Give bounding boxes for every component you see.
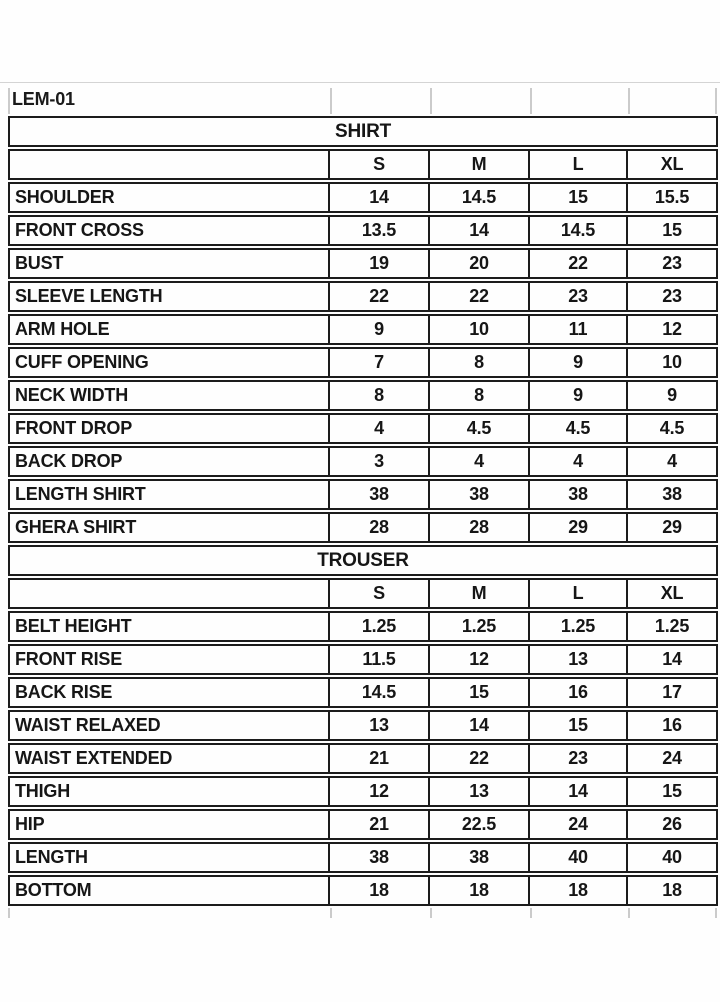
measurement-value: 8 xyxy=(330,380,430,411)
gridline-tick xyxy=(715,88,717,114)
measurement-value: 15 xyxy=(530,710,628,741)
measurement-value: 14.5 xyxy=(530,215,628,246)
measurement-label: SLEEVE LENGTH xyxy=(8,281,330,312)
table-row xyxy=(8,809,718,840)
size-header-row xyxy=(8,578,718,609)
table-row xyxy=(8,380,718,411)
measurement-value: 18 xyxy=(530,875,628,906)
table-row xyxy=(8,710,718,741)
table-row xyxy=(8,479,718,510)
size-header-row xyxy=(8,149,718,180)
gridline-tick xyxy=(8,908,10,918)
measurement-label: LENGTH xyxy=(8,842,330,873)
size-header-cell: XL xyxy=(628,149,718,180)
size-chart-table-body xyxy=(8,116,718,906)
gridline-tick xyxy=(8,88,10,114)
measurement-value: 23 xyxy=(628,281,718,312)
measurement-value: 15 xyxy=(430,677,530,708)
measurement-value: 10 xyxy=(628,347,718,378)
table-row xyxy=(8,281,718,312)
measurement-value: 7 xyxy=(330,347,430,378)
measurement-label: HIP xyxy=(8,809,330,840)
measurement-label: WAIST EXTENDED xyxy=(8,743,330,774)
section-title: SHIRT xyxy=(8,116,718,147)
table-row xyxy=(8,215,718,246)
measurement-value: 22.5 xyxy=(430,809,530,840)
table-row xyxy=(8,743,718,774)
table-row xyxy=(8,776,718,807)
measurement-value: 10 xyxy=(430,314,530,345)
gridline-tick xyxy=(530,908,532,918)
measurement-label: CUFF OPENING xyxy=(8,347,330,378)
measurement-value: 38 xyxy=(330,479,430,510)
measurement-value: 38 xyxy=(330,842,430,873)
sheet-label: LEM-01 xyxy=(12,89,75,109)
measurement-value: 15.5 xyxy=(628,182,718,213)
measurement-value: 15 xyxy=(628,215,718,246)
table-row xyxy=(8,413,718,444)
table-row xyxy=(8,842,718,873)
measurement-value: 16 xyxy=(530,677,628,708)
measurement-value: 23 xyxy=(530,743,628,774)
size-header-cell: XL xyxy=(628,578,718,609)
measurement-value: 1.25 xyxy=(530,611,628,642)
gridline-top xyxy=(0,82,720,83)
measurement-value: 4.5 xyxy=(430,413,530,444)
measurement-value: 8 xyxy=(430,347,530,378)
measurement-value: 29 xyxy=(628,512,718,543)
measurement-value: 28 xyxy=(330,512,430,543)
measurement-value: 23 xyxy=(628,248,718,279)
measurement-label: NECK WIDTH xyxy=(8,380,330,411)
measurement-value: 12 xyxy=(330,776,430,807)
measurement-value: 9 xyxy=(628,380,718,411)
table-row xyxy=(8,644,718,675)
measurement-header-cell xyxy=(8,149,330,180)
measurement-label: BUST xyxy=(8,248,330,279)
gridline-tick xyxy=(330,908,332,918)
measurement-value: 1.25 xyxy=(430,611,530,642)
size-header-cell: L xyxy=(530,578,628,609)
measurement-value: 18 xyxy=(330,875,430,906)
measurement-value: 18 xyxy=(628,875,718,906)
measurement-value: 8 xyxy=(430,380,530,411)
measurement-value: 15 xyxy=(530,182,628,213)
measurement-value: 38 xyxy=(430,842,530,873)
gridline-tick xyxy=(628,88,630,114)
table-row xyxy=(8,182,718,213)
measurement-value: 4.5 xyxy=(530,413,628,444)
measurement-value: 18 xyxy=(430,875,530,906)
measurement-value: 11 xyxy=(530,314,628,345)
measurement-value: 26 xyxy=(628,809,718,840)
measurement-value: 38 xyxy=(530,479,628,510)
measurement-value: 13 xyxy=(330,710,430,741)
measurement-value: 11.5 xyxy=(330,644,430,675)
measurement-value: 14 xyxy=(330,182,430,213)
measurement-value: 4 xyxy=(330,413,430,444)
measurement-value: 4 xyxy=(628,446,718,477)
measurement-value: 4 xyxy=(430,446,530,477)
measurement-value: 22 xyxy=(530,248,628,279)
measurement-label: LENGTH SHIRT xyxy=(8,479,330,510)
measurement-label: ARM HOLE xyxy=(8,314,330,345)
measurement-value: 4 xyxy=(530,446,628,477)
measurement-value: 22 xyxy=(330,281,430,312)
measurement-label: BACK RISE xyxy=(8,677,330,708)
table-row xyxy=(8,677,718,708)
table-row xyxy=(8,347,718,378)
measurement-value: 12 xyxy=(628,314,718,345)
size-header-cell: L xyxy=(530,149,628,180)
measurement-value: 14 xyxy=(628,644,718,675)
measurement-label: GHERA SHIRT xyxy=(8,512,330,543)
size-header-cell: M xyxy=(430,149,530,180)
table-row xyxy=(8,512,718,543)
gridline-tick xyxy=(430,908,432,918)
measurement-value: 9 xyxy=(330,314,430,345)
size-chart-table xyxy=(8,114,718,908)
measurement-value: 40 xyxy=(628,842,718,873)
section-title: TROUSER xyxy=(8,545,718,576)
measurement-value: 24 xyxy=(530,809,628,840)
measurement-value: 1.25 xyxy=(330,611,430,642)
size-header-cell: M xyxy=(430,578,530,609)
table-row xyxy=(8,248,718,279)
measurement-value: 20 xyxy=(430,248,530,279)
measurement-value: 4.5 xyxy=(628,413,718,444)
gridline-tick xyxy=(430,88,432,114)
measurement-label: BACK DROP xyxy=(8,446,330,477)
measurement-label: FRONT DROP xyxy=(8,413,330,444)
measurement-value: 22 xyxy=(430,743,530,774)
measurement-value: 40 xyxy=(530,842,628,873)
measurement-value: 13.5 xyxy=(330,215,430,246)
measurement-value: 15 xyxy=(628,776,718,807)
measurement-value: 14.5 xyxy=(430,182,530,213)
measurement-value: 19 xyxy=(330,248,430,279)
table-row xyxy=(8,314,718,345)
measurement-header-cell xyxy=(8,578,330,609)
measurement-label: BOTTOM xyxy=(8,875,330,906)
measurement-value: 38 xyxy=(628,479,718,510)
measurement-label: THIGH xyxy=(8,776,330,807)
measurement-value: 24 xyxy=(628,743,718,774)
measurement-value: 14 xyxy=(530,776,628,807)
measurement-label: FRONT CROSS xyxy=(8,215,330,246)
gridline-tick xyxy=(715,908,717,918)
measurement-value: 17 xyxy=(628,677,718,708)
measurement-value: 28 xyxy=(430,512,530,543)
measurement-value: 9 xyxy=(530,380,628,411)
measurement-value: 1.25 xyxy=(628,611,718,642)
measurement-value: 14.5 xyxy=(330,677,430,708)
gridline-tick xyxy=(530,88,532,114)
measurement-value: 21 xyxy=(330,809,430,840)
measurement-value: 29 xyxy=(530,512,628,543)
measurement-value: 3 xyxy=(330,446,430,477)
measurement-label: FRONT RISE xyxy=(8,644,330,675)
measurement-label: BELT HEIGHT xyxy=(8,611,330,642)
table-row xyxy=(8,611,718,642)
measurement-value: 38 xyxy=(430,479,530,510)
measurement-value: 22 xyxy=(430,281,530,312)
measurement-value: 23 xyxy=(530,281,628,312)
measurement-value: 12 xyxy=(430,644,530,675)
table-row xyxy=(8,446,718,477)
measurement-value: 9 xyxy=(530,347,628,378)
section-title-row xyxy=(8,545,718,576)
measurement-value: 14 xyxy=(430,710,530,741)
measurement-value: 21 xyxy=(330,743,430,774)
gridline-tick xyxy=(330,88,332,114)
measurement-value: 16 xyxy=(628,710,718,741)
measurement-label: WAIST RELAXED xyxy=(8,710,330,741)
size-header-cell: S xyxy=(330,149,430,180)
measurement-label: SHOULDER xyxy=(8,182,330,213)
table-row xyxy=(8,875,718,906)
gridline-tick xyxy=(628,908,630,918)
measurement-value: 13 xyxy=(430,776,530,807)
section-title-row xyxy=(8,116,718,147)
measurement-value: 14 xyxy=(430,215,530,246)
measurement-value: 13 xyxy=(530,644,628,675)
size-header-cell: S xyxy=(330,578,430,609)
